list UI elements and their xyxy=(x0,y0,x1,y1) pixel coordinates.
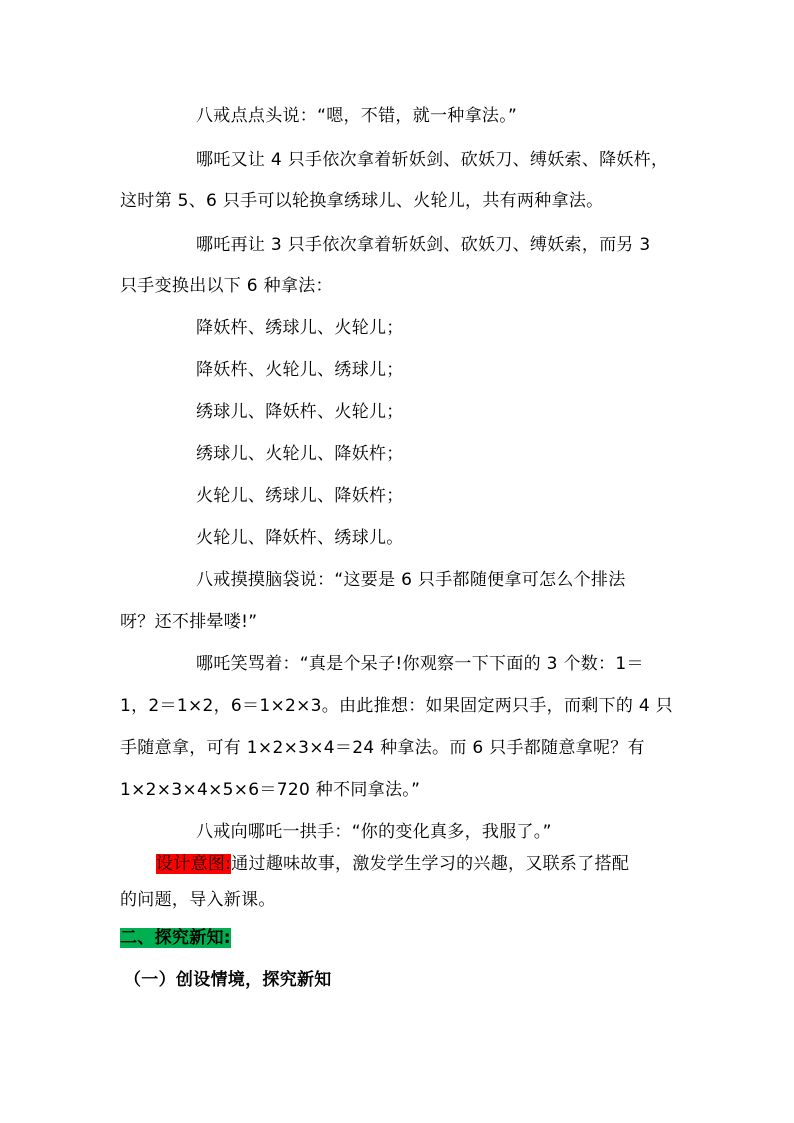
paragraph-line: 哪吒又让 4 只手依次拿着斩妖剑、砍妖刀、缚妖索、降妖杵， xyxy=(196,150,669,170)
paragraph-line: 哪吒笑骂着：“真是个呆子!你观察一下下面的 3 个数：1＝ xyxy=(196,654,644,674)
list-item: 降妖杵、火轮儿、绣球儿； xyxy=(196,360,404,380)
paragraph-line: 1×2×3×4×5×6＝720 种不同拿法。” xyxy=(120,780,421,800)
list-item: 绣球儿、降妖杵、火轮儿； xyxy=(196,402,404,422)
paragraph-line: 哪吒再让 3 只手依次拿着斩妖剑、砍妖刀、缚妖索，而另 3 xyxy=(196,235,651,255)
list-item: 火轮儿、绣球儿、降妖杵； xyxy=(196,486,404,506)
paragraph-line: 这时第 5、6 只手可以轮换拿绣球儿、火轮儿，共有两种拿法。 xyxy=(120,191,604,211)
paragraph-line: 八戒点点头说：“嗯，不错，就一种拿法。” xyxy=(196,106,518,126)
design-intent-continuation: 的问题，导入新课。 xyxy=(120,890,276,910)
subsection-heading: （一）创设情境，探究新知 xyxy=(124,970,332,990)
list-item: 绣球儿、火轮儿、降妖杵； xyxy=(196,444,404,464)
paragraph-line: 八戒向哪吒一拱手：“你的变化真多，我服了。” xyxy=(196,822,552,842)
design-intent-text: 通过趣味故事，激发学生学习的兴趣，又联系了搭配 xyxy=(231,854,630,874)
design-intent-line xyxy=(156,852,629,876)
list-item: 降妖杵、绣球儿、火轮儿； xyxy=(196,318,404,338)
paragraph-line: 八戒摸摸脑袋说：“这要是 6 只手都随便拿可怎么个排法 xyxy=(196,570,626,590)
design-intent-label: 设计意图: xyxy=(156,854,232,874)
section-heading xyxy=(120,926,231,950)
paragraph-line: 呀？还不排晕喽!” xyxy=(120,612,258,632)
paragraph-line: 1，2＝1×2，6＝1×2×3。由此推想：如果固定两只手，而剩下的 4 只 xyxy=(120,696,673,716)
list-item: 火轮儿、降妖杵、绣球儿。 xyxy=(196,528,404,548)
paragraph-line: 手随意拿，可有 1×2×3×4＝24 种拿法。而 6 只手都随意拿呢？有 xyxy=(120,738,645,758)
section-heading-text: 二、探究新知: xyxy=(120,928,231,948)
paragraph-line: 只手变换出以下 6 种拿法： xyxy=(120,276,333,296)
